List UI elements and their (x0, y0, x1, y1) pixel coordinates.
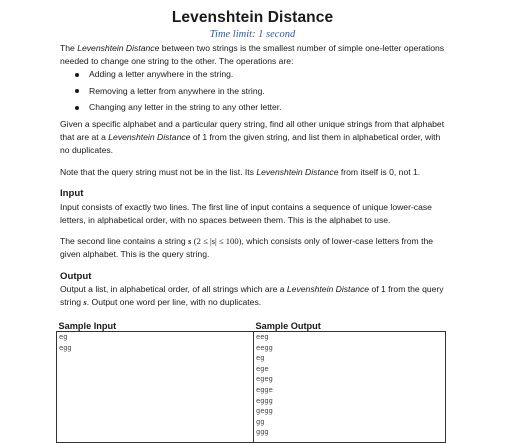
var-s: s (188, 236, 192, 246)
intro-term: Levenshtein Distance (77, 43, 160, 53)
task-paragraph (60, 118, 450, 158)
output-text-2: of 1 from the query string (60, 284, 444, 308)
input2-text-1: The second line contains a string (60, 236, 189, 246)
note-term: Levenshtein Distance (256, 167, 339, 177)
sample-output-line: egge (256, 385, 273, 394)
sample-input-line: eg (59, 333, 68, 341)
intro-text-2: between two strings is the smallest number of simple one-letter operations needed to change one string to the other. The operations are: (60, 43, 445, 67)
sample-output-cell (254, 332, 446, 443)
input-text-1: Input consists of exactly two lines. The first line of input contains a sequence of unique lower-case letters, in alphabetical order, with no spaces between them. This is the alphabet to use. (60, 202, 432, 226)
sample-output-line: eg (256, 354, 265, 363)
time-limit: Time limit: 1 second (209, 29, 296, 40)
sample-input-line: egg (59, 343, 72, 352)
task-term: Levenshtein Distance (108, 132, 191, 143)
input-paragraph-2 (60, 235, 450, 261)
input2-text-2: , which consists only of lower-case letters from the given alphabet. This is the query string. (60, 236, 434, 260)
sample-output-line: gg (256, 417, 265, 426)
operations-list (60, 66, 450, 116)
task-text-1: Given a specific alphabet and a particular query string, find all other unique strings from that alphabet that are at a (60, 119, 445, 143)
intro-paragraph (60, 42, 450, 68)
sample-output-line: ggg (256, 428, 269, 437)
sample-table (56, 319, 446, 443)
output-heading: Output (60, 271, 92, 282)
note-text-2: from itself is 0, not 1. (338, 167, 421, 177)
var-s: s (83, 297, 87, 308)
task-text-2: of 1 from the given string, and list them in alphabetical order, with no duplicates. (60, 132, 441, 156)
sample-output-line: eeg (256, 333, 269, 341)
list-item: Changing any letter in the string to any other letter. (60, 99, 450, 116)
output-paragraph (60, 283, 450, 309)
list-item: Removing a letter from anywhere in the string. (60, 83, 450, 100)
output-text-3: . Output one word per line, with no duplicates. (86, 297, 262, 308)
sample-output-line: gegg (256, 407, 273, 416)
length-constraint: (2 ≤ |s| ≤ 100) (193, 236, 242, 246)
input-paragraph-1 (60, 201, 450, 227)
sample-output-header: Sample Output (255, 321, 321, 331)
sample-output-line: eggg (256, 396, 273, 405)
sample-output-line: ege (256, 364, 269, 373)
sample-input-cell (57, 332, 254, 443)
input-heading: Input (60, 188, 84, 199)
sample-input-header: Sample Input (58, 321, 117, 331)
sample-output-line: eegg (256, 343, 273, 352)
note-text-1: Note that the query string must not be in the list. Its (60, 167, 257, 177)
list-item: Adding a letter anywhere in the string. (60, 66, 450, 83)
intro-text-1: The (60, 43, 78, 53)
note-paragraph (60, 166, 450, 179)
output-text-1: Output a list, in alphabetical order, of all strings which are a (60, 284, 287, 294)
output-term: Levenshtein Distance (286, 284, 370, 294)
problem-title: Levenshtein Distance (171, 9, 334, 26)
sample-output-line: egeg (256, 375, 273, 384)
